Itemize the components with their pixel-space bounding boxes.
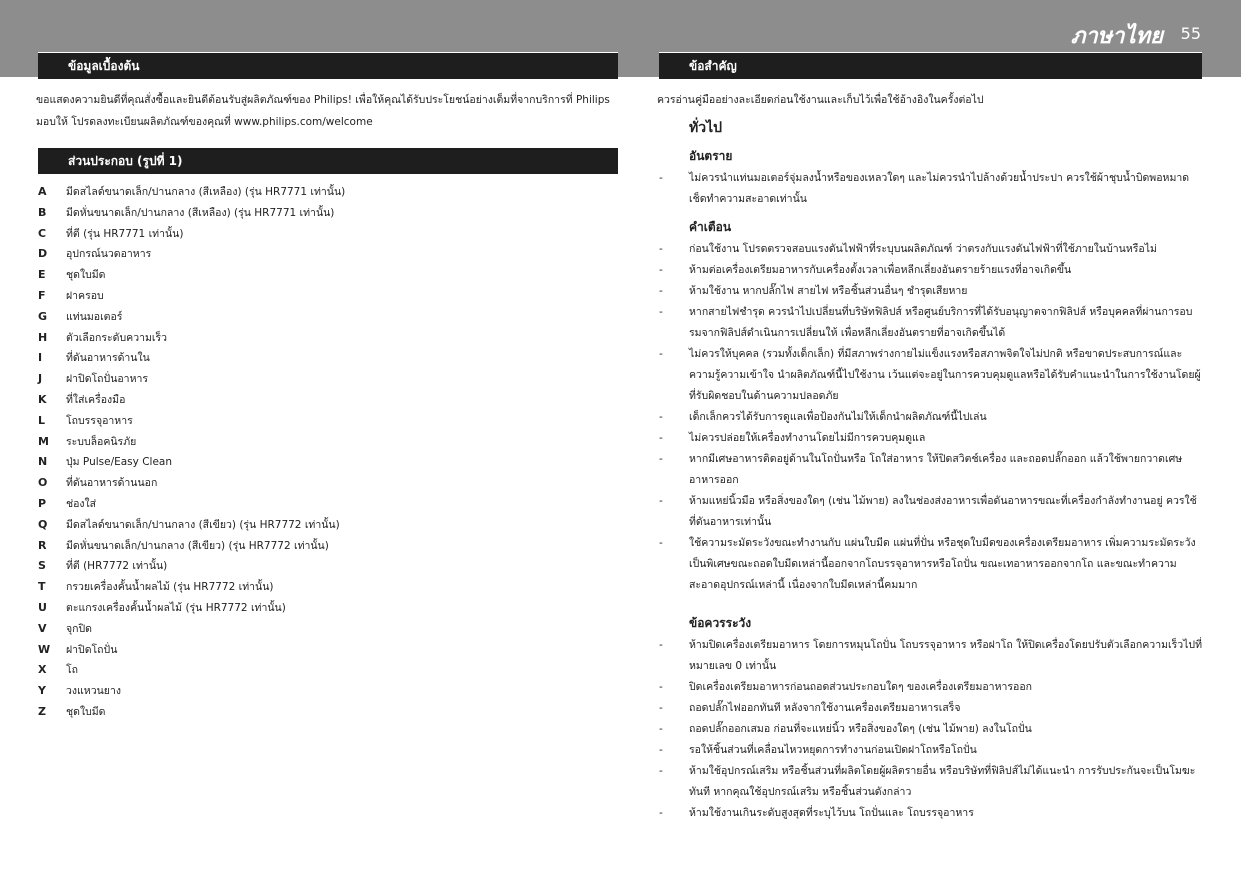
danger-heading: อันตราย bbox=[689, 149, 733, 163]
part-name: ฝาครอบ bbox=[66, 289, 104, 302]
list-item bbox=[38, 473, 618, 494]
part-name: ฝาปิดโถปั่น bbox=[66, 643, 118, 656]
list-item bbox=[659, 740, 1202, 761]
list-item bbox=[659, 260, 1202, 281]
part-letter: H bbox=[38, 330, 48, 344]
list-item bbox=[38, 348, 618, 369]
part-letter: V bbox=[38, 621, 47, 635]
bullet-text: ไม่ควรนำแท่นมอเตอร์จุ่มลงน้ำหรือของเหลวใดๆ และไม่ควรนำไปล้างด้วยน้ำประปา ควรใช้ผ้าชุบน้ำบิดพอหมาดเช็ดทำความสะอาดเท่านั้น bbox=[689, 172, 1190, 205]
part-letter: Z bbox=[38, 704, 46, 718]
list-item bbox=[38, 224, 618, 245]
part-name: ช่องใส่ bbox=[66, 497, 97, 510]
part-name: โถ bbox=[66, 664, 78, 677]
list-item bbox=[38, 286, 618, 307]
list-item bbox=[38, 681, 618, 702]
list-item bbox=[659, 168, 1202, 210]
part-letter: R bbox=[38, 538, 47, 552]
list-item bbox=[659, 407, 1202, 428]
bullet-dash: - bbox=[659, 495, 663, 507]
intro-paragraph: ขอแสดงความยินดีที่คุณสั่งซื้อและยินดีต้อนรับสู่ผลิตภัณฑ์ของ Philips! เพื่อให้คุณได้รับประโยชน์อย่างเต็มที่จากบริการที่ Philips มอบให้ โปรดลงทะเบียนผลิตภัณฑ์ของคุณที่ www.philips.com/welcome bbox=[36, 94, 610, 128]
part-name: จุกปิด bbox=[66, 622, 92, 635]
bullet-dash: - bbox=[659, 432, 663, 444]
list-item bbox=[659, 239, 1202, 260]
bullet-dash: - bbox=[659, 765, 663, 777]
list-item bbox=[38, 182, 618, 203]
list-item bbox=[38, 307, 618, 328]
part-letter: D bbox=[38, 247, 48, 261]
bullet-text: ถอดปลั๊กออกเสมอ ก่อนที่จะแหย่นิ้ว หรือสิ่งของใดๆ (เช่น ไม้พาย) ลงในโถปั่น bbox=[689, 723, 1032, 735]
bullet-text: ถอดปลั๊กไฟออกทันที หลังจากใช้งานเครื่องเตรียมอาหารเสร็จ bbox=[689, 702, 961, 714]
bullet-dash: - bbox=[659, 172, 663, 184]
bullet-text: หากมีเศษอาหารติดอยู่ด้านในโถปั่นหรือ โถใส่อาหาร ให้ปิดสวิตช์เครื่อง และถอดปลั๊กออก แล้วใช้พายกวาดเศษอาหารออก bbox=[689, 453, 1183, 486]
part-name: ชุดใบมีด bbox=[66, 705, 106, 718]
bullet-text: เด็กเล็กควรได้รับการดูแลเพื่อป้องกันไม่ให้เด็กนำผลิตภัณฑ์นี้ไปเล่น bbox=[689, 411, 987, 423]
bullet-dash: - bbox=[659, 411, 663, 423]
part-name: ที่ดันอาหารด้านใน bbox=[66, 352, 150, 365]
part-letter: O bbox=[38, 476, 48, 490]
part-letter: A bbox=[38, 185, 47, 198]
part-name: ปุ่ม Pulse/Easy Clean bbox=[66, 456, 172, 469]
bullet-text: ห้ามแหย่นิ้วมือ หรือสิ่งของใดๆ (เช่น ไม้พาย) ลงในช่องส่งอาหารเพื่อดันอาหารขณะที่เครื่องกำลังทำงานอยู่ ควรใช้ที่ดันอาหารเท่านั้น bbox=[689, 495, 1197, 528]
danger-list bbox=[659, 168, 1202, 210]
part-name: ที่ดันอาหารด้านนอก bbox=[66, 477, 158, 490]
part-letter: E bbox=[38, 268, 46, 282]
list-item bbox=[659, 302, 1202, 344]
part-name: ชุดใบมีด bbox=[66, 269, 106, 282]
list-item bbox=[38, 598, 618, 619]
left-column bbox=[38, 52, 618, 723]
list-item bbox=[38, 494, 618, 515]
parts-list bbox=[38, 182, 618, 723]
part-letter: W bbox=[38, 642, 51, 656]
list-item bbox=[659, 698, 1202, 719]
list-item bbox=[659, 635, 1202, 677]
bullet-text: ใช้ความระมัดระวังขณะทำงานกับ แผ่นใบมีด แผ่นที่ปั่น หรือชุดใบมีดของเครื่องเตรียมอาหาร เพิ่มความระมัดระวังเป็นพิเศษขณะถอดใบมีดเหล่านี้ออกจากโถบรรจุอาหารหรือโถปั่น ขณะเทอาหารออกจากโถ และขณะทำความสะอาดอุปกรณ์เหล่านี้ เนื่องจากใบมีดเหล่านี้คมมาก bbox=[689, 537, 1196, 591]
bullet-text: ไม่ควรปล่อยให้เครื่องทำงานโดยไม่มีการควบคุมดูแล bbox=[689, 432, 926, 444]
part-name: โถบรรจุอาหาร bbox=[66, 414, 133, 427]
part-letter: G bbox=[38, 309, 48, 323]
list-item bbox=[38, 390, 618, 411]
bullet-text: ห้ามต่อเครื่องเตรียมอาหารกับเครื่องตั้งเวลาเพื่อหลีกเลี่ยงอันตรายร้ายแรงที่อาจเกิดขึ้น bbox=[689, 264, 1072, 276]
bullet-dash: - bbox=[659, 723, 663, 735]
list-item bbox=[659, 449, 1202, 491]
bullet-dash: - bbox=[659, 243, 663, 255]
list-item bbox=[38, 515, 618, 536]
caution-list bbox=[659, 635, 1202, 824]
part-letter: S bbox=[38, 559, 46, 573]
bullet-text: ปิดเครื่องเตรียมอาหารก่อนถอดส่วนประกอบใดๆ ของเครื่องเตรียมอาหารออก bbox=[689, 681, 1032, 693]
list-item bbox=[38, 244, 618, 265]
list-item bbox=[38, 619, 618, 640]
list-item bbox=[659, 719, 1202, 740]
list-item bbox=[38, 640, 618, 661]
list-item bbox=[659, 344, 1202, 407]
bullet-dash: - bbox=[659, 285, 663, 297]
part-name: ที่ตี (HR7772 เท่านั้น) bbox=[66, 560, 168, 573]
list-item bbox=[38, 556, 618, 577]
list-item bbox=[38, 411, 618, 432]
bullet-text: ห้ามปิดเครื่องเตรียมอาหาร โดยการหมุนโถปั่น โถบรรจุอาหาร หรือฝาโถ ให้ปิดเครื่องโดยปรับตัวเลือกความเร็วไปที่หมายเลข 0 เท่านั้น bbox=[689, 639, 1202, 672]
part-name: ฝาปิดโถปั่นอาหาร bbox=[66, 373, 149, 386]
part-name: มีดสไลด์ขนาดเล็ก/ปานกลาง (สีเหลือง) (รุ่น HR7771 เท่านั้น) bbox=[66, 186, 346, 198]
part-name: ที่ใส่เครื่องมือ bbox=[66, 393, 126, 406]
part-name: ตะแกรงเครื่องคั้นน้ำผลไม้ (รุ่น HR7772 เท่านั้น) bbox=[66, 601, 286, 614]
bullet-text: ห้ามใช้อุปกรณ์เสริม หรือชิ้นส่วนที่ผลิตโดยผู้ผลิตรายอื่น หรือบริษัทที่ฟิลิปส์ไม่ได้แนะนำ การรับประกันจะเป็นโมฆะทันที หากคุณใช้อุปกรณ์เสริม หรือชิ้นส่วนดังกล่าว bbox=[689, 765, 1196, 798]
bullet-dash: - bbox=[659, 807, 663, 819]
part-letter: C bbox=[38, 226, 47, 240]
section-heading-important: ข้อสำคัญ bbox=[659, 52, 1202, 79]
part-letter: F bbox=[38, 288, 46, 302]
list-item bbox=[38, 660, 618, 681]
part-letter: X bbox=[38, 663, 47, 677]
part-name: ที่ตี (รุ่น HR7771 เท่านั้น) bbox=[66, 227, 184, 240]
list-item bbox=[38, 702, 618, 723]
list-item bbox=[659, 428, 1202, 449]
part-name: กรวยเครื่องคั้นน้ำผลไม้ (รุ่น HR7772 เท่านั้น) bbox=[66, 581, 274, 594]
part-name: ตัวเลือกระดับความเร็ว bbox=[66, 331, 168, 344]
list-item bbox=[38, 452, 618, 473]
bullet-dash: - bbox=[659, 306, 663, 318]
bullet-dash: - bbox=[659, 348, 663, 360]
part-letter: Q bbox=[38, 517, 48, 531]
list-item bbox=[659, 803, 1202, 824]
general-heading: ทั่วไป bbox=[689, 120, 723, 136]
part-name: มีดหั่นขนาดเล็ก/ปานกลาง (สีเขียว) (รุ่น HR7772 เท่านั้น) bbox=[66, 539, 329, 552]
bullet-dash: - bbox=[659, 744, 663, 756]
part-name: มีดหั่นขนาดเล็ก/ปานกลาง (สีเหลือง) (รุ่น HR7771 เท่านั้น) bbox=[66, 206, 335, 219]
part-letter: I bbox=[38, 351, 43, 365]
part-name: อุปกรณ์นวดอาหาร bbox=[66, 248, 152, 261]
part-name: ระบบล็อคนิรภัย bbox=[66, 435, 137, 448]
part-letter: L bbox=[38, 413, 46, 427]
list-item bbox=[38, 536, 618, 557]
right-column bbox=[659, 52, 1202, 824]
list-item bbox=[38, 203, 618, 224]
part-letter: J bbox=[38, 372, 43, 386]
bullet-dash: - bbox=[659, 681, 663, 693]
bullet-dash: - bbox=[659, 639, 663, 651]
bullet-text: หากสายไฟชำรุด ควรนำไปเปลี่ยนที่บริษัทฟิลิปส์ หรือศูนย์บริการที่ได้รับอนุญาตจากฟิลิปส์ หรือบุคคลที่ผ่านการอบรมจากฟิลิปส์ดำเนินการเปลี่ยนให้ เพื่อหลีกเลี่ยงอันตรายที่อาจเกิดขึ้นได้ bbox=[689, 306, 1193, 339]
list-item bbox=[38, 328, 618, 349]
list-item bbox=[659, 281, 1202, 302]
bullet-text: ห้ามใช้งานเกินระดับสูงสุดที่ระบุไว้บน โถปั่นและ โถบรรจุอาหาร bbox=[689, 807, 974, 819]
caution-heading: ข้อควรระวัง bbox=[689, 616, 752, 630]
bullet-text: ห้ามใช้งาน หากปลั๊กไฟ สายไฟ หรือชิ้นส่วนอื่นๆ ชำรุดเสียหาย bbox=[689, 285, 968, 297]
bullet-dash: - bbox=[659, 702, 663, 714]
part-name: แท่นมอเตอร์ bbox=[66, 310, 123, 323]
part-letter: U bbox=[38, 600, 47, 614]
warning-heading: คำเตือน bbox=[689, 220, 732, 234]
list-item bbox=[38, 265, 618, 286]
bullet-text: ก่อนใช้งาน โปรดตรวจสอบแรงดันไฟฟ้าที่ระบุบนผลิตภัณฑ์ ว่าตรงกับแรงดันไฟฟ้าที่ใช้ภายในบ้านหรือไม่ bbox=[689, 243, 1157, 255]
section-heading-basics: ข้อมูลเบื้องต้น bbox=[38, 52, 618, 79]
list-item bbox=[659, 533, 1202, 596]
page-number: 55 bbox=[1180, 24, 1201, 43]
language-title: ภาษาไทย bbox=[1070, 24, 1163, 49]
list-item bbox=[659, 677, 1202, 698]
part-letter: N bbox=[38, 455, 48, 469]
bullet-text: รอให้ชิ้นส่วนที่เคลื่อนไหวหยุดการทำงานก่อนเปิดฝาโถหรือโถปั่น bbox=[689, 744, 977, 756]
part-letter: B bbox=[38, 205, 47, 219]
list-item bbox=[38, 577, 618, 598]
bullet-dash: - bbox=[659, 264, 663, 276]
list-item bbox=[38, 369, 618, 390]
part-letter: Y bbox=[38, 684, 46, 698]
part-letter: K bbox=[38, 392, 47, 406]
part-letter: T bbox=[38, 580, 46, 594]
part-name: วงแหวนยาง bbox=[66, 685, 121, 698]
list-item bbox=[38, 432, 618, 453]
list-item bbox=[659, 761, 1202, 803]
bullet-dash: - bbox=[659, 453, 663, 465]
section-heading-parts: ส่วนประกอบ (รูปที่ 1) bbox=[38, 147, 618, 174]
part-letter: P bbox=[38, 496, 47, 510]
bullet-text: ไม่ควรให้บุคคล (รวมทั้งเด็กเล็ก) ที่มีสภาพร่างกายไม่แข็งแรงหรือสภาพจิตใจไม่ปกติ หรือขาดประสบการณ์และความรู้ความเข้าใจ นำผลิตภัณฑ์นี้ไปใช้งาน เว้นแต่จะอยู่ในการควบคุมดูแลหรือได้รับคำแนะนำในการใช้งานโดยผู้ที่รับผิดชอบในด้านความปลอดภัย bbox=[689, 348, 1201, 402]
part-name: มีดสไลด์ขนาดเล็ก/ปานกลาง (สีเขียว) (รุ่น HR7772 เท่านั้น) bbox=[66, 518, 340, 531]
list-item bbox=[659, 491, 1202, 533]
bullet-dash: - bbox=[659, 537, 663, 549]
warning-list bbox=[659, 239, 1202, 596]
part-letter: M bbox=[38, 434, 49, 448]
important-intro: ควรอ่านคู่มืออย่างละเอียดก่อนใช้งานและเก็บไว้เพื่อใช้อ้างอิงในครั้งต่อไป bbox=[657, 94, 984, 106]
